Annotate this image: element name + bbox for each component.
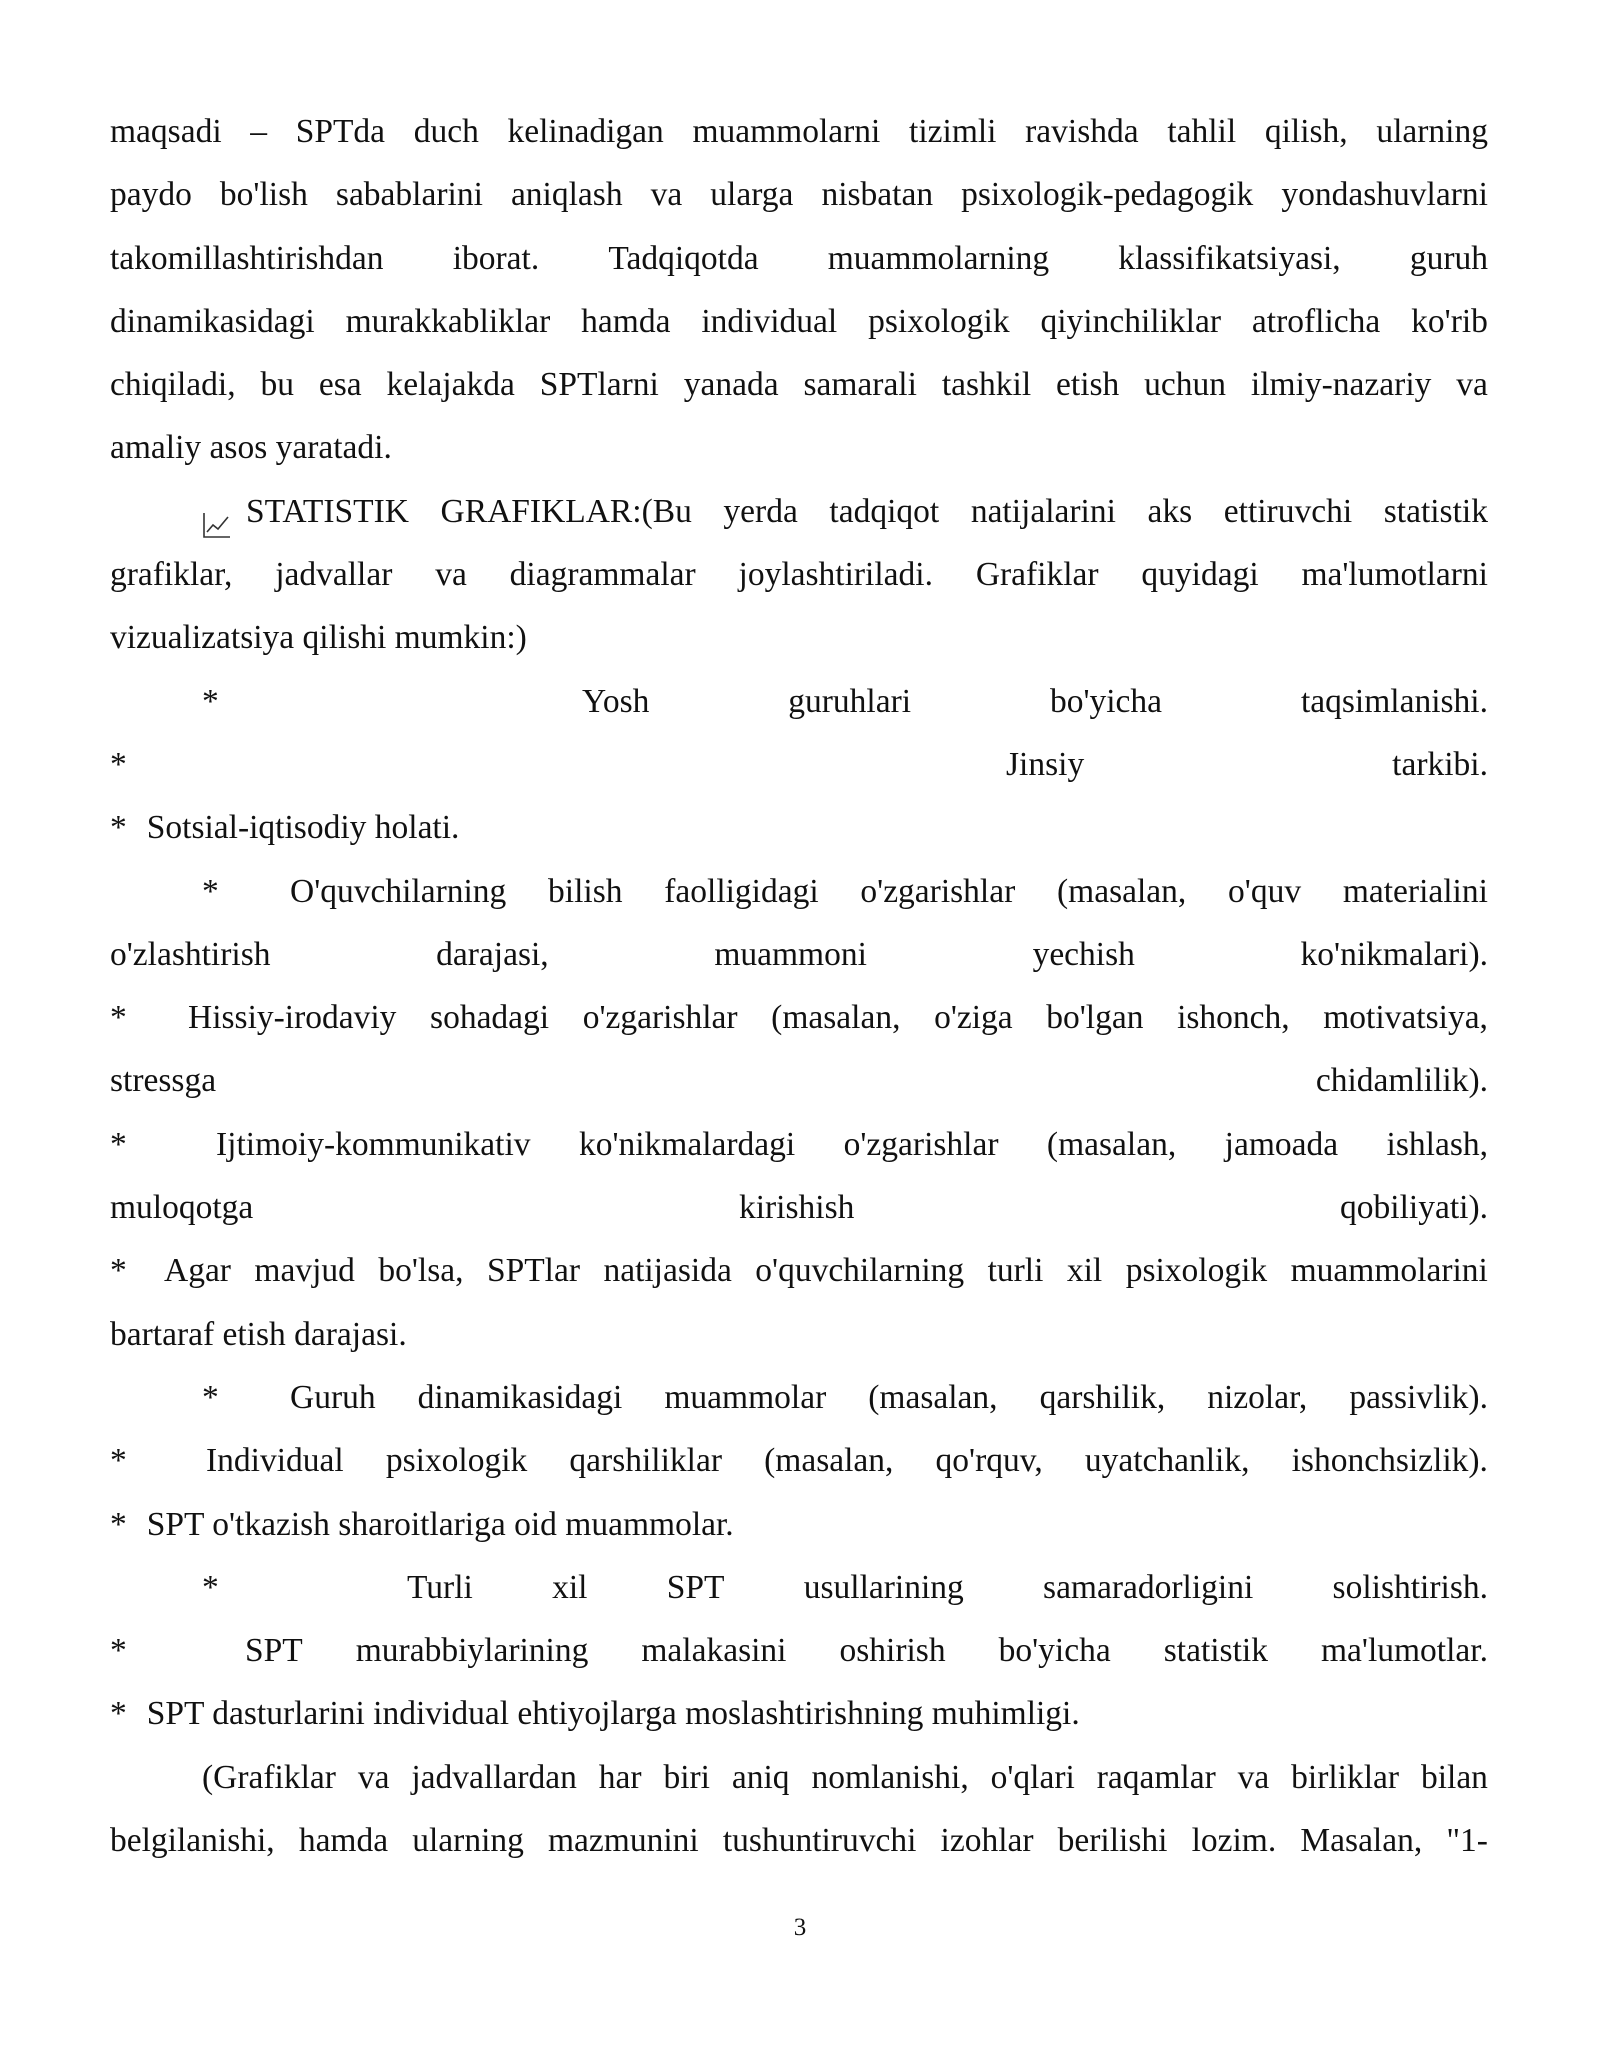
word: aniq (731, 1758, 790, 1796)
word: (Grafiklar (202, 1758, 336, 1796)
word: statistik (1163, 1632, 1268, 1670)
chart-increasing-icon (202, 497, 232, 525)
bullet-words (164, 1239, 1488, 1302)
word: stressga (110, 1062, 217, 1100)
word: faolligidagi (664, 872, 819, 910)
word: SPT (245, 1632, 303, 1670)
paragraph-line (110, 543, 1488, 606)
word: esa (318, 366, 362, 404)
bullet-star: * (110, 1442, 127, 1480)
word: ilmiy-nazariy (1250, 366, 1432, 404)
word: xil (1066, 1252, 1103, 1290)
bullet-item (110, 1493, 1488, 1556)
word: bo'yicha (998, 1632, 1111, 1670)
bullet-star: * (202, 1378, 219, 1416)
word: nisbatan (821, 176, 934, 214)
word: individual (701, 302, 838, 340)
word: murabbiylarining (355, 1632, 589, 1670)
word: usullarining (803, 1568, 964, 1606)
word: o'quv (1228, 872, 1302, 910)
word: o'zgarishlar (582, 999, 738, 1037)
word: berilishi (1057, 1822, 1168, 1860)
bullet-star: * (110, 1125, 127, 1163)
word: ishlash, (1386, 1125, 1488, 1163)
word: jadvallar (275, 556, 393, 594)
word: biri (663, 1758, 710, 1796)
word: qilish, (1264, 113, 1348, 150)
word: muammolarni (692, 113, 881, 150)
word: joylashtiriladi. (738, 556, 933, 594)
word: tahlil (1167, 113, 1237, 150)
word: etish (1056, 366, 1120, 404)
word: taqsimlanishi. (1300, 682, 1488, 720)
word: O'quvchilarning (290, 872, 507, 910)
bullet-star: * (202, 1568, 219, 1606)
paragraph-line (110, 163, 1488, 226)
word: bilish (548, 872, 623, 910)
word: lozim. (1191, 1822, 1277, 1860)
bullet-star: * (110, 1505, 127, 1543)
paragraph-line (110, 1746, 1488, 1809)
bullet-item (110, 1429, 1488, 1492)
word: iborat. (452, 239, 540, 277)
bullet-item (110, 860, 1488, 923)
word: ravishda (1025, 113, 1139, 150)
bullet-item (110, 1239, 1488, 1302)
word: sabablarini (335, 176, 483, 214)
word: (masalan, (868, 1378, 998, 1416)
bullet-item (110, 986, 1488, 1049)
word: yondashuvlarni (1281, 176, 1488, 214)
word: SPTlarni (539, 366, 659, 404)
word: ularga (710, 176, 794, 214)
word: muammolar (664, 1378, 827, 1416)
word: bo'lsa, (378, 1252, 464, 1290)
bullet-continuation (110, 1049, 1488, 1112)
word: – (250, 113, 268, 150)
word: (masalan, (1046, 1125, 1177, 1163)
word: kelinadigan (507, 113, 664, 150)
word: darajasi, (436, 935, 549, 973)
bullet-words (188, 986, 1488, 1049)
word: bu (260, 366, 294, 404)
word: qarshilik, (1039, 1378, 1166, 1416)
bullet-continuation (110, 923, 1488, 986)
word: Individual (206, 1442, 344, 1480)
word: maqsadi (110, 113, 222, 150)
word: yerda (723, 492, 798, 530)
word: SPT (666, 1568, 725, 1606)
bullet-star: * (110, 1632, 127, 1670)
word: ularning (412, 1822, 524, 1860)
bullet-continuation: bartaraf etish darajasi. (110, 1315, 407, 1353)
word: jadvallardan (411, 1758, 577, 1796)
document-page (110, 100, 1488, 1872)
word: Guruh (290, 1378, 376, 1416)
word: ularning (1376, 113, 1488, 150)
word: tashkil (941, 366, 1032, 404)
word: uchun (1144, 366, 1227, 404)
word: muammolarini (1290, 1252, 1488, 1290)
word: ettiruvchi (1223, 492, 1353, 530)
word: Agar (164, 1252, 231, 1290)
word: bo'lgan (1046, 999, 1144, 1037)
bullet-words (245, 1619, 1488, 1682)
bullet-words (216, 1113, 1488, 1176)
bullet-star: * (110, 809, 127, 847)
word: solishtirish. (1332, 1568, 1488, 1606)
word: ma'lumotlarni (1301, 556, 1488, 594)
word: muammoni (714, 935, 867, 973)
word: hamda (298, 1822, 389, 1860)
word: qiyinchiliklar (1040, 302, 1221, 340)
word: o'quvchilarning (755, 1252, 965, 1290)
word: Tadqiqotda (608, 239, 759, 277)
word: va (357, 1758, 390, 1796)
bullet-item (110, 1366, 1488, 1429)
word: bilan (1420, 1758, 1488, 1796)
word: "1- (1446, 1822, 1488, 1860)
bullet-words (1006, 733, 1488, 796)
word: guruhlari (788, 682, 912, 720)
word: mavjud (254, 1252, 355, 1290)
bullet-star: * (110, 745, 127, 783)
word: Grafiklar (975, 556, 1099, 594)
word: uyatchanlik, (1084, 1442, 1250, 1480)
bullet-item (110, 670, 1488, 733)
bullet-words (407, 1556, 1488, 1619)
word: natijasida (603, 1252, 732, 1290)
word: nizolar, (1207, 1378, 1308, 1416)
word: va (1456, 366, 1488, 404)
word: raqamlar (1096, 1758, 1216, 1796)
paragraph-line (110, 1809, 1488, 1872)
bullet-item (110, 1556, 1488, 1619)
bullet-star: * (110, 999, 127, 1037)
word: ishonchsizlik). (1291, 1442, 1488, 1480)
word: guruh (1409, 239, 1488, 277)
word: ko'rib (1411, 302, 1488, 340)
word: izohlar (940, 1822, 1034, 1860)
paragraph-line (110, 353, 1488, 416)
page-number: 3 (793, 1914, 807, 1941)
paragraph-line (110, 290, 1488, 353)
bullet-text: Sotsial-iqtisodiy holati. (146, 809, 460, 847)
word: sohadagi (430, 999, 550, 1037)
word: duch (413, 113, 479, 150)
word: o'zgarishlar (843, 1125, 999, 1163)
word: xil (552, 1568, 588, 1606)
word: o'ziga (934, 999, 1013, 1037)
word: tizimli (909, 113, 997, 150)
word: dinamikasidagi (110, 302, 315, 340)
word: psixologik (868, 302, 1010, 340)
word: va (435, 556, 467, 594)
bullet-text: SPT o'tkazish sharoitlariga oid muammolar. (146, 1505, 734, 1543)
word: klassifikatsiyasi, (1118, 239, 1341, 277)
word: statistik (1383, 492, 1488, 530)
word: (masalan, (1057, 872, 1187, 910)
word: aniqlash (510, 176, 623, 214)
bullet-item (110, 796, 1488, 859)
word: hamda (581, 302, 671, 340)
word: takomillashtirishdan (110, 239, 384, 277)
word: psixologik (1125, 1252, 1268, 1290)
word: muloqotga (110, 1189, 254, 1227)
word: grafiklar, (110, 556, 233, 594)
word: oshirish (839, 1632, 946, 1670)
word: (masalan, (771, 999, 901, 1037)
word: natijalarini (970, 492, 1116, 530)
word: kelajakda (386, 366, 515, 404)
word: Ijtimoiy-kommunikativ (216, 1125, 531, 1163)
word: materialini (1342, 872, 1488, 910)
statistics-heading-line (110, 480, 1488, 543)
word: birliklar (1291, 1758, 1400, 1796)
word: tushuntiruvchi (722, 1822, 917, 1860)
word: STATISTIK (246, 492, 409, 530)
bullet-text: SPT dasturlarini individual ehtiyojlarga moslashtirishning muhimligi. (146, 1695, 1080, 1733)
word: muammolarning (827, 239, 1050, 277)
word: yechish (1032, 935, 1135, 973)
bullet-item (110, 733, 1488, 796)
bullet-star: * (202, 872, 219, 910)
bullet-continuation (110, 1176, 1488, 1239)
word: qo'rquv, (935, 1442, 1043, 1480)
word: turli (987, 1252, 1044, 1290)
word: mazmunini (548, 1822, 699, 1860)
word: Masalan, (1300, 1822, 1423, 1860)
word: psixologik (385, 1442, 528, 1480)
word: GRAFIKLAR:(Bu (440, 492, 692, 530)
word: o'zlashtirish (110, 935, 271, 973)
bullet-words (582, 670, 1488, 733)
word: murakkabliklar (345, 302, 551, 340)
word: belgilanishi, (110, 1822, 275, 1860)
word: o'zgarishlar (860, 872, 1016, 910)
word: aks (1147, 492, 1193, 530)
word: chidamlilik). (1315, 1062, 1488, 1100)
statistics-heading-words (246, 480, 1488, 543)
paragraph-line: vizualizatsiya qilishi mumkin:) (110, 619, 527, 657)
word: qobiliyati). (1340, 1189, 1488, 1227)
word: va (650, 176, 683, 214)
bullet-star: * (110, 1252, 127, 1290)
word: ko'nikmalardagi (578, 1125, 796, 1163)
word: samarali (803, 366, 917, 404)
word: samaradorligini (1043, 1568, 1254, 1606)
word: paydo (110, 176, 192, 214)
word: chiqiladi, (110, 366, 236, 404)
bullet-words (290, 860, 1488, 923)
bullet-star: * (110, 1695, 127, 1733)
word: (masalan, (764, 1442, 894, 1480)
word: atroflicha (1251, 302, 1381, 340)
word: jamoada (1224, 1125, 1339, 1163)
word: bo'yicha (1049, 682, 1163, 720)
word: kirishish (738, 1189, 855, 1227)
word: SPTda (295, 113, 386, 150)
word: quyidagi (1141, 556, 1259, 594)
word: bo'lish (219, 176, 308, 214)
word: motivatsiya, (1323, 999, 1488, 1037)
paragraph-line (110, 100, 1488, 163)
word: tarkibi. (1392, 745, 1488, 783)
word: Yosh (582, 682, 650, 720)
word: Hissiy-irodaviy (188, 999, 397, 1037)
word: ma'lumotlar. (1320, 1632, 1488, 1670)
paragraph-line: amaliy asos yaratadi. (110, 429, 392, 467)
word: yanada (683, 366, 779, 404)
word: Jinsiy (1006, 745, 1085, 783)
bullet-words (206, 1429, 1488, 1492)
word: passivlik). (1349, 1378, 1488, 1416)
word: nomlanishi, (811, 1758, 969, 1796)
bullet-item (110, 1619, 1488, 1682)
word: dinamikasidagi (417, 1378, 623, 1416)
word: SPTlar (486, 1252, 580, 1290)
word: ishonch, (1177, 999, 1290, 1037)
word: qarshiliklar (569, 1442, 722, 1480)
word: tadqiqot (829, 492, 940, 530)
word: psixologik-pedagogik (961, 176, 1254, 214)
word: diagrammalar (509, 556, 696, 594)
word: va (1237, 1758, 1270, 1796)
word: Turli (407, 1568, 473, 1606)
word: ko'nikmalari). (1300, 935, 1488, 973)
bullet-item (110, 1682, 1488, 1745)
bullet-item (110, 1113, 1488, 1176)
bullet-star: * (202, 682, 219, 720)
word: o'qlari (990, 1758, 1075, 1796)
paragraph-line (110, 227, 1488, 290)
word: har (598, 1758, 642, 1796)
bullet-words (290, 1366, 1488, 1429)
word: malakasini (641, 1632, 787, 1670)
